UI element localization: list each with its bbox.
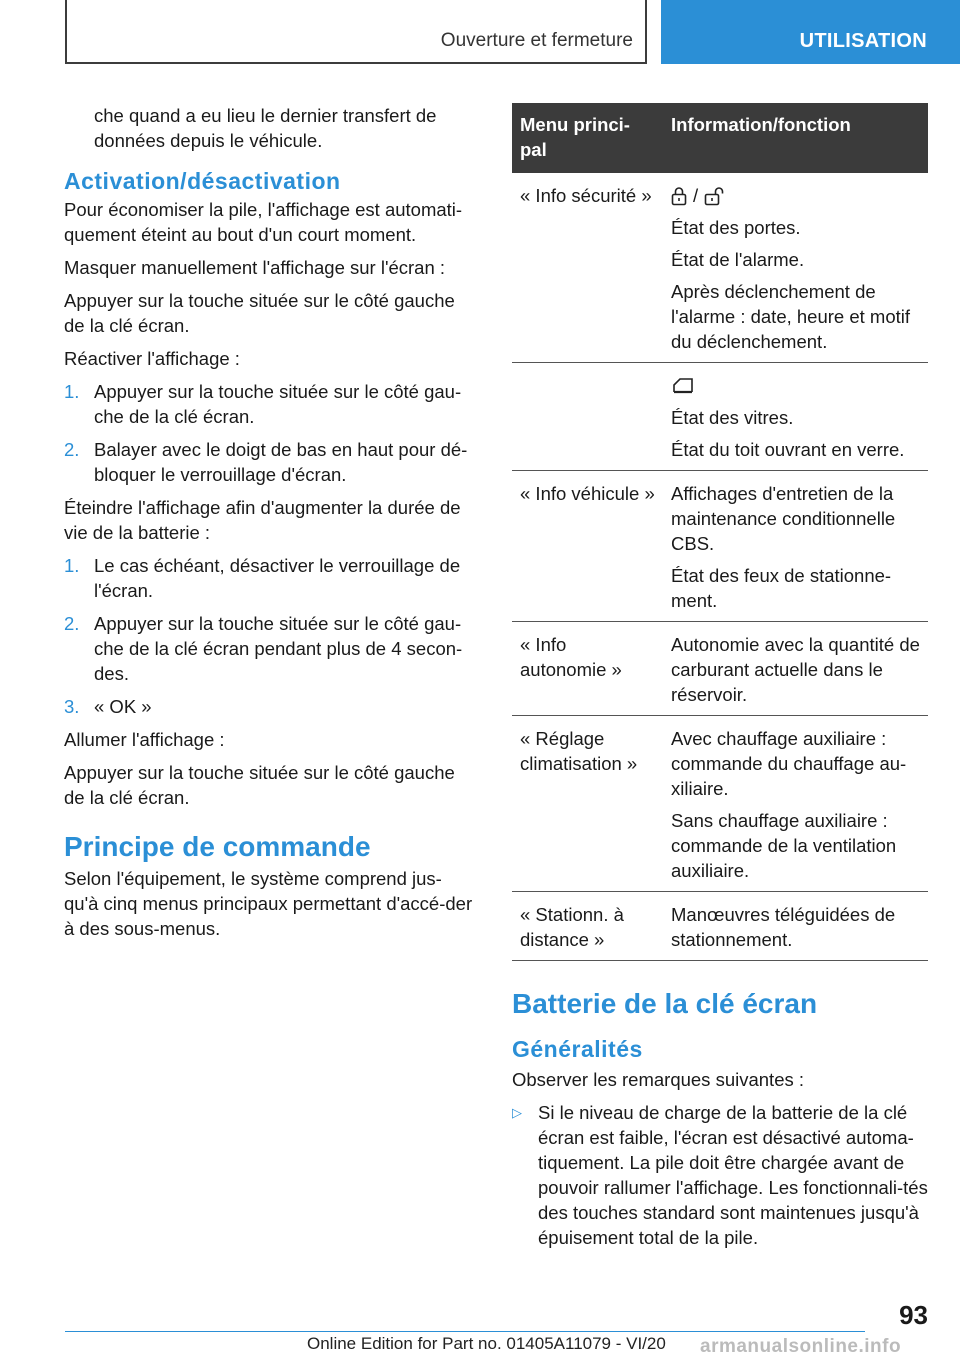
- paragraph: Réactiver l'affichage :: [64, 348, 240, 369]
- column-header-menu: Menu princi-pal: [512, 103, 663, 173]
- info-line: Manœuvres téléguidées de stationnement.: [671, 904, 896, 950]
- lock-open-icon: [704, 186, 730, 206]
- info-cell: [663, 716, 928, 892]
- menu-cell: « Stationn. à distance »: [512, 892, 663, 961]
- info-line: Après déclenchement de l'alarme : date, heure et motif du déclenchement.: [671, 281, 911, 352]
- main-menu-table: [512, 103, 928, 961]
- paragraph: Observer les remarques suivantes :: [512, 1069, 805, 1090]
- info-line: État des feux de stationne-ment.: [671, 565, 892, 611]
- paragraph: Allumer l'affichage :: [64, 729, 225, 750]
- step-item: [64, 611, 476, 686]
- info-line: Avec chauffage auxiliaire : commande du chauffage au-xiliaire.: [671, 728, 907, 799]
- info-line: Affichages d'entretien de la maintenance conditionnelle CBS.: [671, 483, 896, 554]
- step-text: Le cas échéant, désactiver le verrouillage de l'écran.: [94, 555, 461, 601]
- info-cell: [663, 173, 928, 363]
- step-number: 2.: [64, 613, 80, 634]
- table-row: [512, 471, 928, 622]
- footer-edition: Online Edition for Part no. 01405A11079 - VI/20: [307, 1334, 666, 1353]
- reactivate-steps: [64, 379, 476, 487]
- menu-cell: « Réglage climatisation »: [512, 716, 663, 892]
- switch-off-steps: [64, 553, 476, 719]
- paragraph: Selon l'équipement, le système comprend jus-qu'à cinq menus principaux permettant d'accé-der à des sous-menus.: [64, 868, 473, 939]
- step-text: Appuyer sur la touche située sur le côté gau-che de la clé écran.: [94, 381, 462, 427]
- lock-closed-icon: [671, 186, 687, 206]
- general-heading: Généralités: [512, 1036, 643, 1062]
- menu-cell: « Info sécurité »: [512, 173, 663, 363]
- continued-text: che quand a eu lieu le dernier transfert de données depuis le véhicule.: [94, 105, 437, 151]
- step-item: [64, 379, 476, 429]
- paragraph: Appuyer sur la touche située sur le côté gauche de la clé écran.: [64, 290, 455, 336]
- table-row: [512, 173, 928, 363]
- step-text: Appuyer sur la touche située sur le côté gau-che de la clé écran pendant plus de 4 secon-des.: [94, 613, 463, 684]
- header-section-box: [65, 0, 647, 64]
- paragraph: Éteindre l'affichage afin d'augmenter la durée de vie de la batterie :: [64, 497, 461, 543]
- lock-icons: [671, 183, 920, 208]
- menu-cell: [512, 363, 663, 471]
- column-header-info: Information/fonction: [663, 103, 928, 173]
- activation-heading: Activation/désactivation: [64, 168, 341, 194]
- info-cell: [663, 471, 928, 622]
- menu-cell: « Info autonomie »: [512, 622, 663, 716]
- step-number: 1.: [64, 555, 80, 576]
- left-column: [64, 103, 476, 949]
- footer-divider: [65, 1331, 865, 1332]
- paragraph: Appuyer sur la touche située sur le côté gauche de la clé écran.: [64, 762, 455, 808]
- header-chapter-tab: [661, 0, 960, 64]
- watermark: armanualsonline.info: [700, 1336, 902, 1357]
- info-line: Autonomie avec la quantité de carburant actuelle dans le réservoir.: [671, 634, 920, 705]
- window-icons: [671, 373, 920, 398]
- info-line: Sans chauffage auxiliaire : commande de la ventilation auxiliaire.: [671, 810, 897, 881]
- table-row: [512, 622, 928, 716]
- list-item: [512, 1100, 928, 1250]
- battery-heading: Batterie de la clé écran: [512, 988, 818, 1019]
- principle-heading: Principe de commande: [64, 831, 371, 862]
- info-line: État de l'alarme.: [671, 249, 805, 270]
- table-row: [512, 716, 928, 892]
- info-cell: [663, 622, 928, 716]
- table-header-row: [512, 103, 928, 173]
- info-line: État du toit ouvrant en verre.: [671, 439, 905, 460]
- triangle-bullet-icon: ▷: [512, 1105, 522, 1120]
- step-item: [64, 553, 476, 603]
- notes-list: [512, 1100, 928, 1250]
- step-text: Balayer avec le doigt de bas en haut pour dé-bloquer le verrouillage d'écran.: [94, 439, 468, 485]
- list-item-text: Si le niveau de charge de la batterie de la clé écran est faible, l'écran est désactivé automa-tiquement. La pile doit être chargée avant de pouvoir rallumer l'affichage. Les fonctionnali-tés des touches standard sont maintenues jusqu'à épuisement total de la pile.: [538, 1102, 928, 1248]
- table-row: [512, 892, 928, 961]
- step-text: « OK »: [94, 696, 152, 717]
- step-number: 2.: [64, 439, 80, 460]
- info-line: État des vitres.: [671, 407, 794, 428]
- info-cell: [663, 363, 928, 471]
- step-number: 3.: [64, 696, 80, 717]
- step-item: [64, 437, 476, 487]
- page-number: 93: [899, 1300, 928, 1330]
- paragraph: Pour économiser la pile, l'affichage est automati-quement éteint au bout d'un court moment.: [64, 199, 463, 245]
- info-cell: [663, 892, 928, 961]
- right-column: [512, 103, 928, 1250]
- header-chapter-title: UTILISATION: [799, 30, 927, 52]
- header-section-title: Ouverture et fermeture: [440, 30, 633, 51]
- step-number: 1.: [64, 381, 80, 402]
- icon-separator: /: [693, 185, 699, 206]
- paragraph: Masquer manuellement l'affichage sur l'écran :: [64, 257, 446, 278]
- car-window-icon: [671, 376, 695, 396]
- menu-cell: « Info véhicule »: [512, 471, 663, 622]
- step-item: [64, 694, 476, 719]
- info-line: État des portes.: [671, 217, 801, 238]
- table-row: [512, 363, 928, 471]
